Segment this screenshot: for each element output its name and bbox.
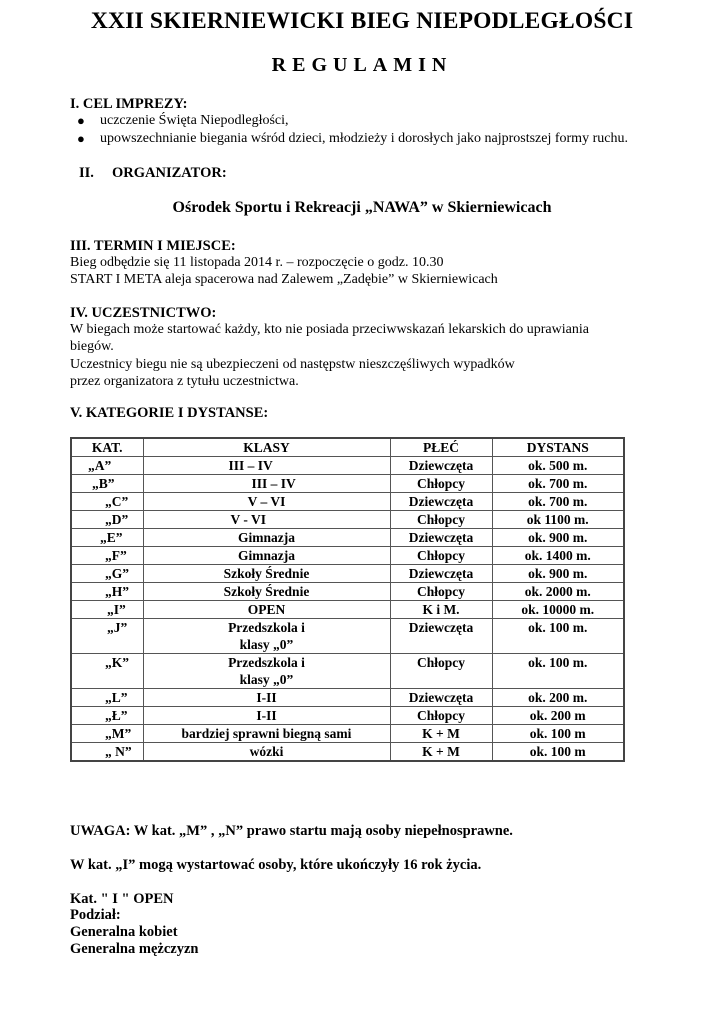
- document-subtitle: REGULAMIN: [271, 54, 453, 76]
- cell-dystans: ok. 900 m.: [492, 565, 624, 583]
- cell-kat: „J”: [71, 619, 143, 654]
- cell-klasy-line-1: Przedszkola i: [228, 620, 305, 635]
- cell-kat: „K”: [71, 654, 143, 689]
- uwaga-age-note: W kat. „I” mogą wystartować osoby, które ukończyły 16 rok życia.: [70, 857, 482, 873]
- cell-plec: Dziewczęta: [390, 619, 492, 654]
- termin-line-1: Bieg odbędzie się 11 listopada 2014 r. – rozpoczęcie o godz. 10.30: [70, 255, 444, 270]
- table-row: [71, 457, 624, 475]
- cell-klasy: [143, 654, 390, 689]
- cell-klasy: OPEN: [143, 601, 390, 619]
- table-row: [71, 654, 624, 689]
- cell-klasy: Gimnazja: [143, 529, 390, 547]
- cell-plec: Dziewczęta: [390, 689, 492, 707]
- table-row: [71, 743, 624, 762]
- table-row: [71, 583, 624, 601]
- cell-kat: „Ł”: [71, 707, 143, 725]
- cell-kat: „I”: [71, 601, 143, 619]
- cell-kat: „M”: [71, 725, 143, 743]
- cell-plec: Chłopcy: [390, 707, 492, 725]
- section-termin-heading: III. TERMIN I MIEJSCE:: [70, 238, 236, 254]
- cell-klasy: bardziej sprawni biegną sami: [143, 725, 390, 743]
- cell-plec: Chłopcy: [390, 654, 492, 689]
- bullet-icon: ●: [77, 131, 85, 146]
- cell-dystans: ok. 700 m.: [492, 475, 624, 493]
- cell-plec: K i M.: [390, 601, 492, 619]
- cell-kat: „C”: [71, 493, 143, 511]
- cell-dystans: ok 1100 m.: [492, 511, 624, 529]
- bullet-icon: ●: [77, 113, 85, 128]
- cell-klasy: Szkoły Średnie: [143, 583, 390, 601]
- cell-kat: „L”: [71, 689, 143, 707]
- cell-klasy: V – VI: [143, 493, 390, 511]
- document-title: XXII SKIERNIEWICKI BIEG NIEPODLEGŁOŚCI: [90, 8, 634, 34]
- cell-dystans: ok. 900 m.: [492, 529, 624, 547]
- table-row: [71, 493, 624, 511]
- cell-klasy: Gimnazja: [143, 547, 390, 565]
- categories-table: [70, 437, 625, 762]
- column-header-dystans: DYSTANS: [492, 438, 624, 457]
- cell-klasy: [143, 619, 390, 654]
- table-row: [71, 707, 624, 725]
- cell-klasy-line-2: klasy „0”: [239, 672, 294, 687]
- cell-kat: „B”: [71, 475, 143, 493]
- section-kategorie-heading: V. KATEGORIE I DYSTANSE:: [70, 405, 269, 421]
- cell-plec: Dziewczęta: [390, 565, 492, 583]
- cell-plec: Dziewczęta: [390, 493, 492, 511]
- table-row: [71, 565, 624, 583]
- table-row: [71, 725, 624, 743]
- cell-klasy: I-II: [143, 707, 390, 725]
- uczestnictwo-line-2: biegów.: [70, 339, 114, 354]
- cell-klasy-line-1: Przedszkola i: [228, 655, 305, 670]
- cell-kat: „G”: [71, 565, 143, 583]
- cell-klasy: III – IV: [143, 475, 390, 493]
- cell-dystans: ok. 10000 m.: [492, 601, 624, 619]
- table-row: [71, 475, 624, 493]
- cell-klasy: III – IV: [143, 457, 390, 475]
- table-row: [71, 529, 624, 547]
- cell-dystans: ok. 100 m: [492, 725, 624, 743]
- section-uczestnictwo-heading: IV. UCZESTNICTWO:: [70, 305, 217, 321]
- table-row: [71, 619, 624, 654]
- open-line-3: Generalna kobiet: [70, 924, 178, 940]
- section-organizator-heading: ORGANIZATOR:: [112, 165, 227, 181]
- cell-dystans: ok. 100 m.: [492, 654, 624, 689]
- table-row: [71, 511, 624, 529]
- cell-klasy-line-2: klasy „0”: [239, 637, 294, 652]
- section-cel-heading: I. CEL IMPREZY:: [70, 96, 188, 112]
- table-row: [71, 547, 624, 565]
- cell-plec: K + M: [390, 743, 492, 762]
- cell-klasy: wózki: [143, 743, 390, 762]
- cell-plec: Chłopcy: [390, 511, 492, 529]
- cell-kat: „D”: [71, 511, 143, 529]
- open-line-4: Generalna mężczyzn: [70, 941, 199, 957]
- cell-klasy: V - VI: [143, 511, 390, 529]
- cell-dystans: ok. 500 m.: [492, 457, 624, 475]
- column-header-kat: KAT.: [71, 438, 143, 457]
- uczestnictwo-line-3: Uczestnicy biegu nie są ubezpieczeni od następstw nieszczęśliwych wypadków: [70, 357, 515, 372]
- cell-plec: Dziewczęta: [390, 457, 492, 475]
- uczestnictwo-line-4: przez organizatora z tytułu uczestnictwa.: [70, 374, 299, 389]
- cel-bullet-1: uczczenie Święta Niepodległości,: [100, 113, 289, 128]
- cell-klasy: I-II: [143, 689, 390, 707]
- cell-kat: „F”: [71, 547, 143, 565]
- uwaga-note: UWAGA: W kat. „M” , „N” prawo startu mają osoby niepełnosprawne.: [70, 823, 513, 839]
- table-row: [71, 689, 624, 707]
- organizator-name: Ośrodek Sportu i Rekreacji „NAWA” w Skierniewicach: [172, 199, 552, 216]
- uczestnictwo-line-1: W biegach może startować każdy, kto nie posiada przeciwwskazań lekarskich do uprawiania: [70, 322, 589, 337]
- cel-bullet-2: upowszechnianie biegania wśród dzieci, młodzieży i dorosłych jako najprostszej formy ruchu.: [100, 131, 628, 146]
- cell-plec: Chłopcy: [390, 475, 492, 493]
- cell-kat: „A”: [71, 457, 143, 475]
- open-line-2: Podział:: [70, 907, 121, 923]
- cell-dystans: ok. 100 m.: [492, 619, 624, 654]
- column-header-klasy: KLASY: [143, 438, 390, 457]
- column-header-plec: PŁEĆ: [390, 438, 492, 457]
- table-header-row: [71, 438, 624, 457]
- cell-klasy: Szkoły Średnie: [143, 565, 390, 583]
- cell-plec: Chłopcy: [390, 547, 492, 565]
- open-line-1: Kat. " I " OPEN: [70, 891, 174, 907]
- cell-dystans: ok. 2000 m.: [492, 583, 624, 601]
- cell-kat: „H”: [71, 583, 143, 601]
- cell-dystans: ok. 200 m: [492, 707, 624, 725]
- cell-plec: K + M: [390, 725, 492, 743]
- cell-dystans: ok. 200 m.: [492, 689, 624, 707]
- table-row: [71, 601, 624, 619]
- cell-dystans: ok. 700 m.: [492, 493, 624, 511]
- cell-kat: „E”: [71, 529, 143, 547]
- section-organizator-number: II.: [79, 165, 94, 181]
- cell-dystans: ok. 1400 m.: [492, 547, 624, 565]
- cell-kat: „ N”: [71, 743, 143, 762]
- cell-plec: Dziewczęta: [390, 529, 492, 547]
- termin-line-2: START I META aleja spacerowa nad Zalewem „Zadębie” w Skierniewicach: [70, 272, 498, 287]
- cell-dystans: ok. 100 m: [492, 743, 624, 762]
- cell-plec: Chłopcy: [390, 583, 492, 601]
